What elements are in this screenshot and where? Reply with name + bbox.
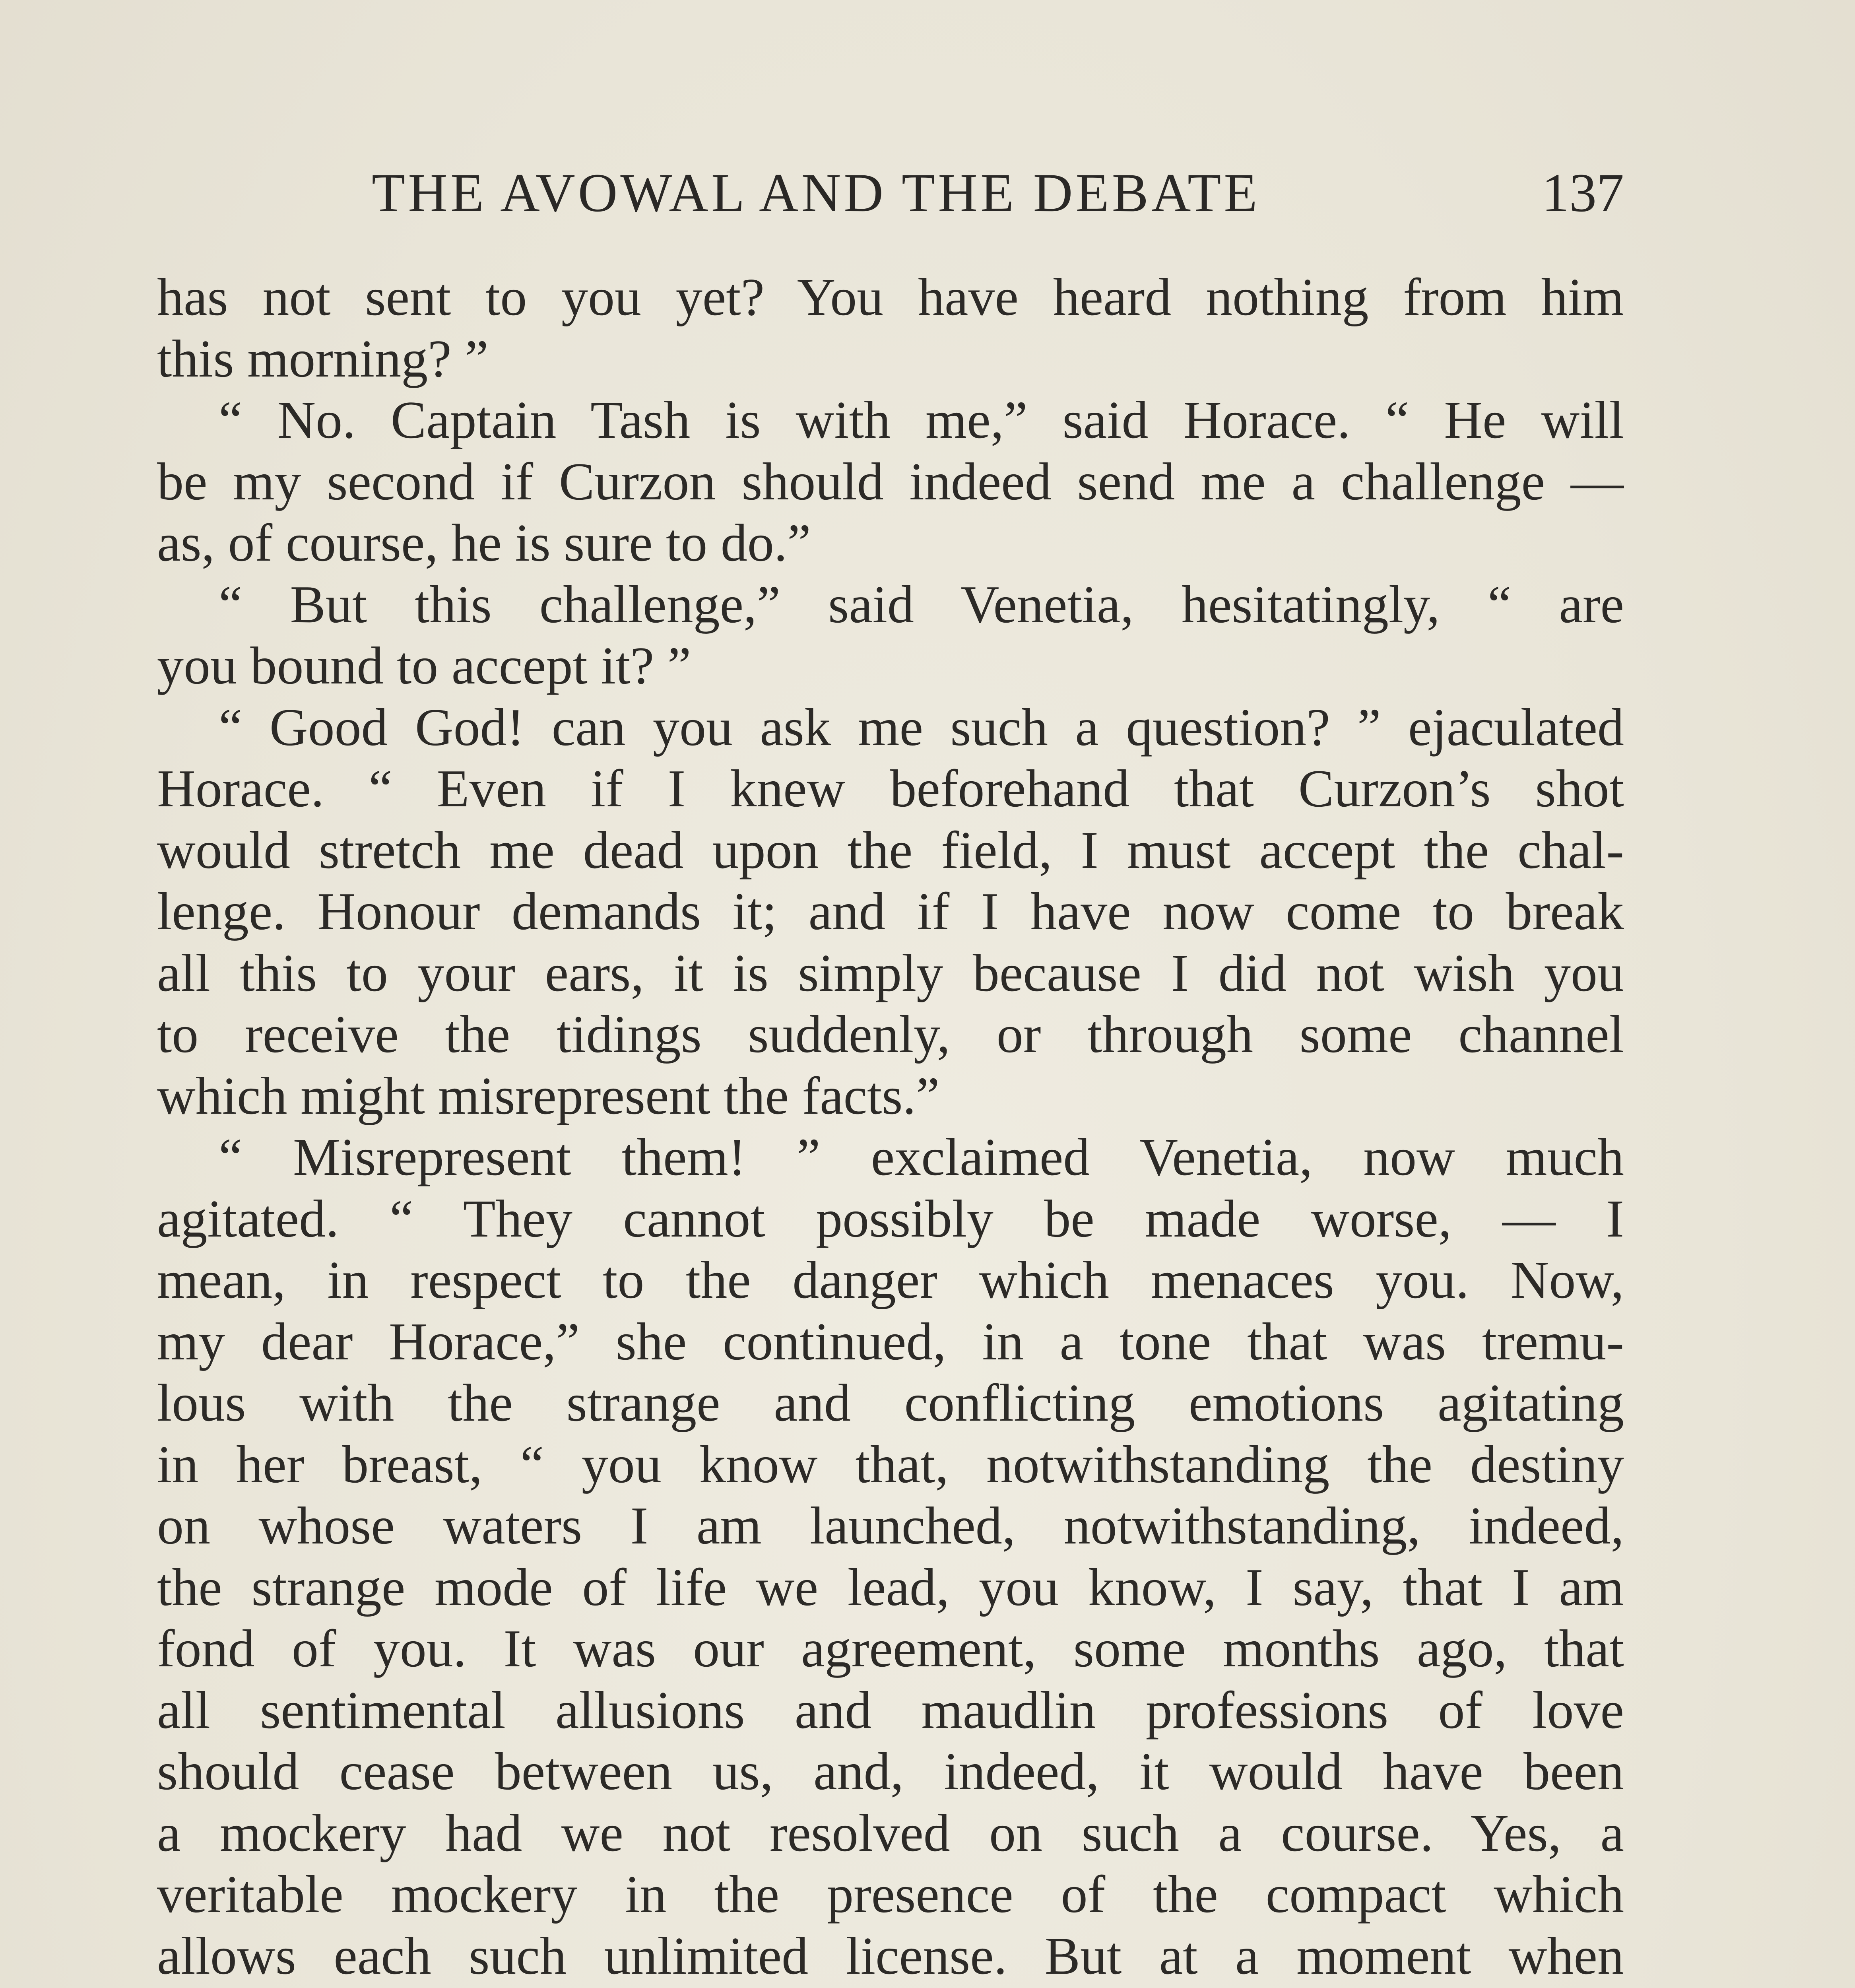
text-line: all sentimental allusions and maudlin professions of love xyxy=(157,1680,1624,1740)
text-line: this morning? ” xyxy=(157,329,489,388)
body-text xyxy=(157,266,1624,1988)
text-line: “ Good God! can you ask me such a question? ” ejaculated xyxy=(219,697,1624,757)
text-line: lous with the strange and conflicting emotions agitating xyxy=(157,1373,1624,1432)
text-line: all this to your ears, it is simply because I did not wish you xyxy=(157,943,1624,1002)
text-line: which might misrepresent the facts.” xyxy=(157,1066,940,1125)
text-line: veritable mockery in the presence of the compact which xyxy=(157,1865,1624,1924)
text-line: has not sent to you yet? You have heard nothing from him xyxy=(157,268,1624,326)
text-line: as, of course, he is sure to do.” xyxy=(157,513,811,572)
text-line: my dear Horace,” she continued, in a tone that was tremu- xyxy=(157,1312,1624,1371)
page-number: 137 xyxy=(1542,162,1624,223)
text-line: on whose waters I am launched, notwithstanding, indeed, xyxy=(157,1496,1624,1555)
text-line: be my second if Curzon should indeed send me a challenge — xyxy=(157,452,1624,511)
running-head xyxy=(157,153,1624,233)
text-line: would stretch me dead upon the field, I must accept the chal- xyxy=(157,820,1624,879)
text-line: Horace. “ Even if I knew beforehand that Curzon’s shot xyxy=(157,759,1624,818)
text-line: mean, in respect to the danger which menaces you. Now, xyxy=(157,1250,1624,1309)
text-line xyxy=(157,1986,1624,1988)
text-line: a mockery had we not resolved on such a course. Yes, a xyxy=(157,1803,1624,1862)
text-line: should cease between us, and, indeed, it would have been xyxy=(157,1742,1624,1801)
text-line: you bound to accept it? ” xyxy=(157,636,691,695)
text-line: to receive the tidings suddenly, or through some channel xyxy=(157,1005,1624,1064)
text-line: lenge. Honour demands it; and if I have now come to break xyxy=(157,882,1624,941)
text-line: agitated. “ They cannot possibly be made worse, — I xyxy=(157,1189,1624,1248)
text-line: allows each such unlimited license. But at a moment when xyxy=(157,1926,1624,1985)
text-line: the strange mode of life we lead, you know, I say, that I am xyxy=(157,1557,1624,1617)
chapter-title: THE AVOWAL AND THE DEBATE xyxy=(372,162,1260,223)
text-line: in her breast, “ you know that, notwithstanding the destiny xyxy=(157,1435,1624,1494)
text-line: fond of you. It was our agreement, some months ago, that xyxy=(157,1619,1624,1678)
text-line: “ Misrepresent them! ” exclaimed Venetia, now much xyxy=(219,1128,1624,1186)
text-line: “ No. Captain Tash is with me,” said Horace. “ He will xyxy=(219,390,1624,449)
text-line: “ But this challenge,” said Venetia, hesitatingly, “ are xyxy=(219,575,1624,634)
